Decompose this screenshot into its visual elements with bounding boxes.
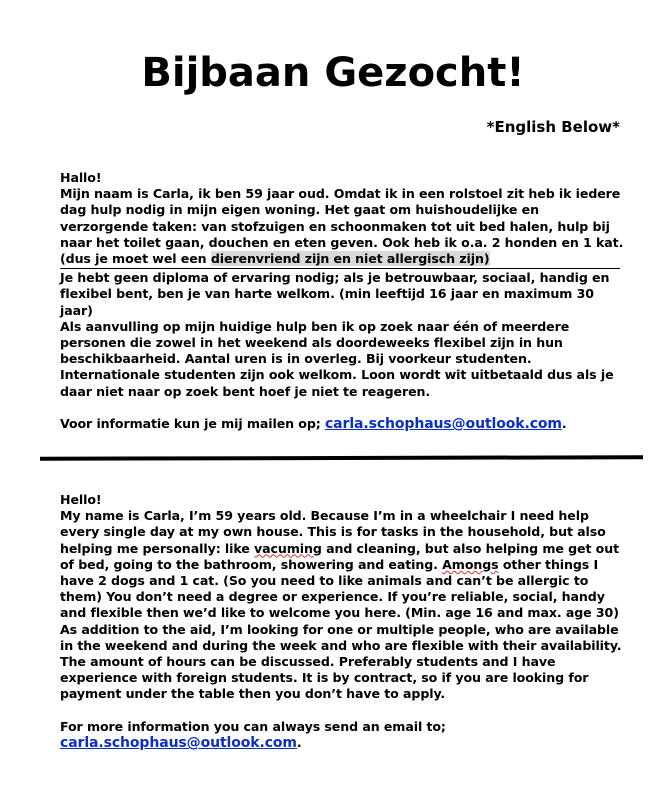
dutch-contact-line — [60, 416, 630, 432]
thin-divider — [60, 268, 620, 269]
english-email-link[interactable]: carla.schophaus@outlook.com — [60, 734, 297, 751]
english-below-note: *English Below* — [486, 118, 620, 136]
english-contact-line — [60, 735, 630, 751]
spacer — [60, 400, 630, 416]
english-contact-prefix: For more information you can always send an email to; — [60, 718, 446, 734]
english-paragraph-1 — [60, 508, 630, 621]
misspelled-word: vacuming — [254, 540, 322, 556]
english-section — [60, 492, 630, 751]
dutch-contact-suffix: . — [561, 415, 567, 431]
dutch-paragraph-1 — [60, 186, 630, 267]
section-divider — [40, 455, 643, 461]
spacer — [60, 703, 630, 719]
page-title: Bijbaan Gezocht! — [141, 50, 525, 96]
english-greeting: Hello! — [60, 492, 102, 507]
english-contact-suffix: . — [296, 734, 302, 750]
misspelled-word: Amongs — [442, 556, 499, 572]
dutch-paragraph-1-text: Mijn naam is Carla, ik ben 59 jaar oud. Omdat ik in een rolstoel zit heb ik iedere dag hulp nodig in mijn eigen woning. Het gaat om huishoudelijke en verzorgende taken: van stofzuigen en schoonmaken tot uit bed halen, hulp bij naar het toilet gaan, douchen en eten geven. Ook heb ik o.a. 2 honden en 1 kat. (dus je moet wel een — [60, 186, 624, 267]
english-paragraph-2: As addition to the aid, I’m looking for one or multiple people, who are available in the weekend and during the week and who are flexible with their availability. The amount of hours can be discussed. Preferably students and I have experience with foreign students. It is by contract, so if you are looking for payment under the table then you don’t have to apply. — [60, 621, 622, 702]
dutch-email-link[interactable]: carla.schophaus@outlook.com — [324, 415, 562, 432]
english-paragraph-1-part-c: other things I have 2 dogs and 1 cat. (So you need to like animals and can’t be allergic to them) You don’t need a degree or experience. If you’re reliable, social, handy and flexible then we’d like to welcome you here. (Min. age 16 and max. age 30) — [60, 556, 619, 621]
dutch-paragraph-3: Als aanvulling op mijn huidige hulp ben ik op zoek naar één of meerdere personen die zowel in het weekend als doordeweeks flexibel zijn in hun beschikbaarheid. Aantal uren is in overleg. Bij voorkeur studenten. Internationale studenten zijn ook welkom. Loon wordt wit uitbetaald dus als je daar niet naar op zoek bent hoef je niet te reageren. — [60, 318, 614, 399]
english-paragraph-1-part-a: My name is Carla, I’m 59 years old. Because I’m in a wheelchair I need help every single day at my own house. This is for tasks in the household, but also helping me personally: like — [60, 508, 606, 556]
dutch-section — [60, 170, 630, 432]
highlighted-text: dierenvriend zijn en niet allergisch zijn) — [210, 251, 490, 267]
dutch-greeting: Hallo! — [60, 170, 102, 185]
english-paragraph-1-part-b: and cleaning, but also helping me get out of bed, going to the bathroom, showering and eating. — [60, 540, 619, 572]
dutch-contact-prefix: Voor informatie kun je mij mailen op; — [60, 415, 325, 431]
dutch-paragraph-2: Je hebt geen diploma of ervaring nodig; als je betrouwbaar, sociaal, handig en flexibel bent, ben je van harte welkom. (min leeftijd 16 jaar en maximum 30 jaar) — [60, 270, 610, 318]
